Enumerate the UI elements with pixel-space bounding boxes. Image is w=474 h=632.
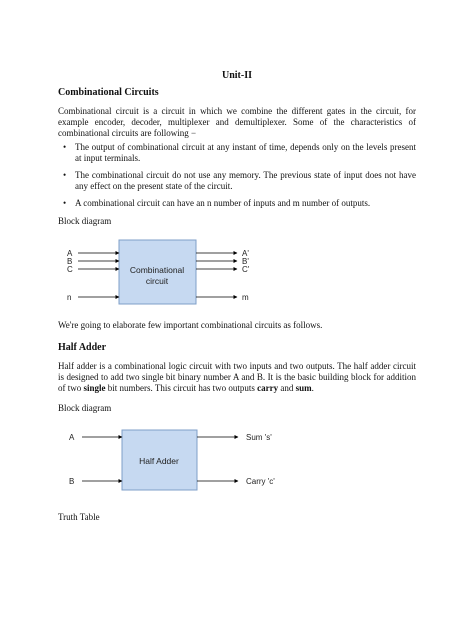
half-adder-paragraph: [58, 361, 416, 394]
input-label-b: B: [67, 257, 73, 266]
bold-sum: sum: [295, 383, 312, 393]
input-label-a: A: [69, 433, 75, 442]
section-heading-combinational-circuits: Combinational Circuits: [58, 87, 159, 98]
half-adder-block-diagram: [0, 424, 474, 496]
block-diagram-label: Block diagram: [58, 216, 112, 226]
paragraph-text: and: [278, 383, 296, 393]
characteristics-list: [58, 142, 416, 215]
output-label-b-prime: B': [242, 257, 249, 266]
block-diagram-label-2: Block diagram: [58, 403, 112, 413]
output-label-c-prime: C': [242, 265, 250, 274]
input-label-a: A: [67, 249, 73, 258]
unit-title: Unit-II: [221, 70, 252, 81]
list-item: • The combinational circuit do not use any memory. The previous state of input does not have any effect on the present state of the circuit.: [58, 170, 416, 192]
input-label-c: C: [67, 265, 73, 274]
section-heading-half-adder: Half Adder: [58, 342, 107, 353]
input-label-n: n: [67, 293, 72, 302]
combinational-intro-paragraph: Combinational circuit is a circuit in which we combine the different gates in the circuit, for example encoder, decoder, multiplexer and demultiplexer. Some of the characteristics of combinational circuits are following −: [58, 106, 416, 138]
paragraph-text: bit numbers. This circuit has two outputs: [105, 383, 258, 393]
output-label-carry: Carry 'c': [246, 477, 275, 486]
box-label-line1: Combinational: [129, 265, 185, 275]
input-label-b: B: [69, 477, 75, 486]
bold-carry: carry: [257, 383, 279, 393]
output-label-m: m: [242, 293, 249, 302]
paragraph-text: Half adder is a combinational logic circuit with two inputs and two outputs. The half adder circuit is designed to add two single bit binary number A and B. It is the basic building block for addition of two: [58, 361, 416, 393]
box-label-line2: circuit: [145, 276, 169, 286]
truth-table-label: Truth Table: [58, 512, 100, 522]
bold-single: single: [83, 383, 106, 393]
output-label-sum: Sum 's': [246, 433, 272, 442]
output-label-a-prime: A': [242, 249, 249, 258]
paragraph-text: .: [311, 383, 314, 393]
closing-paragraph: We're going to elaborate few important combinational circuits as follows.: [58, 320, 323, 330]
list-item: • A combinational circuit can have an n number of inputs and m number of outputs.: [58, 198, 416, 209]
half-adder-box-label: Half Adder: [139, 456, 179, 466]
list-item: • The output of combinational circuit at any instant of time, depends only on the levels present at input terminals.: [58, 142, 416, 164]
combinational-block-diagram: [0, 236, 474, 316]
